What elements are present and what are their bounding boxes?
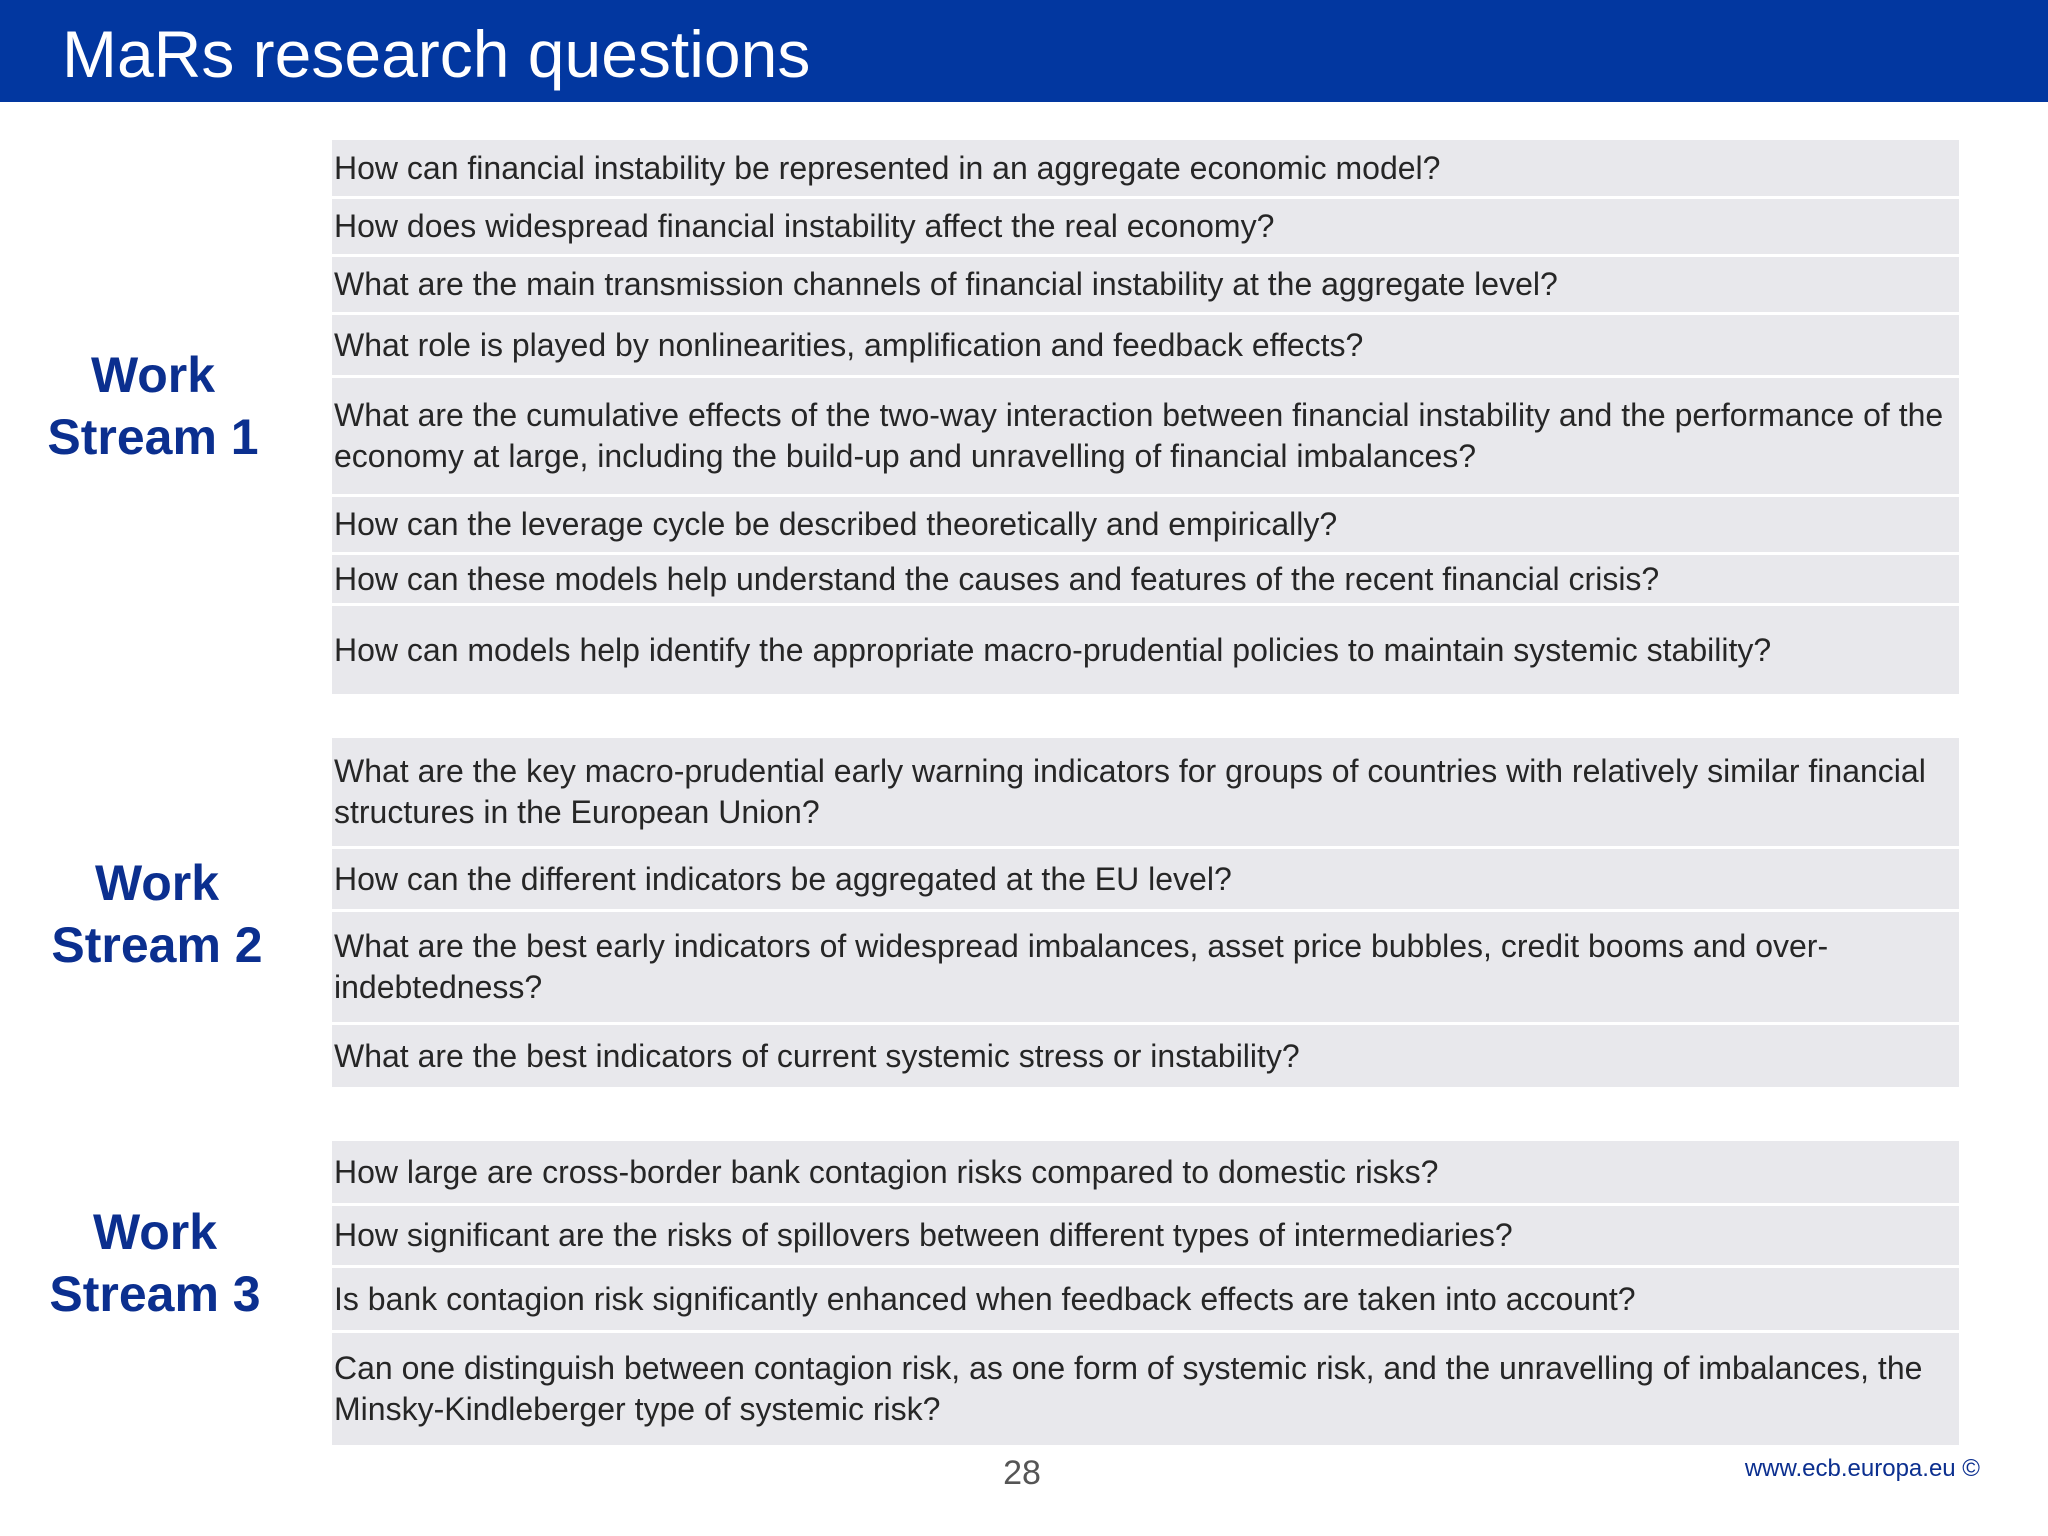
stream-label-line2: Stream 2 — [51, 917, 263, 973]
website-link[interactable]: www.ecb.europa.eu © — [1744, 1455, 1980, 1482]
question-row — [332, 1206, 1959, 1265]
question-row — [332, 497, 1959, 552]
question-text: How can the leverage cycle be described theoretically and empirically? — [334, 506, 1338, 542]
question-row — [332, 257, 1959, 312]
title-bar — [0, 0, 2048, 102]
stream-label-2 — [44, 852, 270, 976]
stream-label-line2: Stream 3 — [49, 1266, 261, 1322]
question-text: What role is played by nonlinearities, amplification and feedback effects? — [334, 326, 1364, 363]
question-text: What are the best indicators of current systemic stress or instability? — [334, 1037, 1300, 1074]
question-text: What are the cumulative effects of the two-way interaction between financial instability and the performance of the economy at large, including the build-up and unravelling of financial imbalances? — [334, 397, 1944, 474]
stream-label-3 — [42, 1201, 268, 1325]
question-text: How does widespread financial instability affect the real economy? — [334, 208, 1275, 244]
page-number: 28 — [1003, 1454, 1041, 1492]
question-row — [332, 912, 1959, 1022]
question-text: How can financial instability be represented in an aggregate economic model? — [334, 149, 1441, 186]
question-text: How can these models help understand the causes and features of the recent financial crisis? — [334, 560, 1660, 597]
question-row — [332, 555, 1959, 603]
stream-label-line1: Work — [94, 855, 220, 911]
question-row — [332, 199, 1959, 254]
question-text: How can the different indicators be aggregated at the EU level? — [334, 860, 1232, 897]
question-text: What are the best early indicators of widespread imbalances, asset price bubbles, credit booms and over-indebtedness? — [334, 928, 1829, 1005]
question-row — [332, 315, 1959, 375]
question-row — [332, 606, 1959, 694]
question-row — [332, 849, 1959, 909]
question-text: How can models help identify the appropriate macro-prudential policies to maintain systemic stability? — [334, 631, 1772, 668]
question-text: Can one distinguish between contagion risk, as one form of systemic risk, and the unravelling of imbalances, the Minsky-Kindleberger type of systemic risk? — [334, 1350, 1923, 1427]
question-row — [332, 1268, 1959, 1330]
question-text: Is bank contagion risk significantly enhanced when feedback effects are taken into account? — [334, 1280, 1636, 1317]
question-row — [332, 140, 1959, 196]
question-row — [332, 1025, 1959, 1087]
question-row — [332, 1141, 1959, 1203]
question-text: How significant are the risks of spillovers between different types of intermediaries? — [334, 1217, 1513, 1253]
page-title: MaRs research questions — [62, 17, 811, 91]
question-text: What are the main transmission channels of financial instability at the aggregate level? — [334, 266, 1558, 302]
stream-label-line2: Stream 1 — [47, 409, 259, 465]
question-row — [332, 1333, 1959, 1445]
question-row — [332, 378, 1959, 494]
stream-label-1 — [40, 344, 266, 468]
question-row — [332, 738, 1959, 846]
stream-label-line1: Work — [90, 347, 216, 403]
stream-label-line1: Work — [92, 1204, 218, 1260]
question-text: What are the key macro-prudential early warning indicators for groups of countries with relatively similar financial structures in the European Union? — [334, 753, 1926, 830]
question-text: How large are cross-border bank contagion risks compared to domestic risks? — [334, 1153, 1439, 1190]
